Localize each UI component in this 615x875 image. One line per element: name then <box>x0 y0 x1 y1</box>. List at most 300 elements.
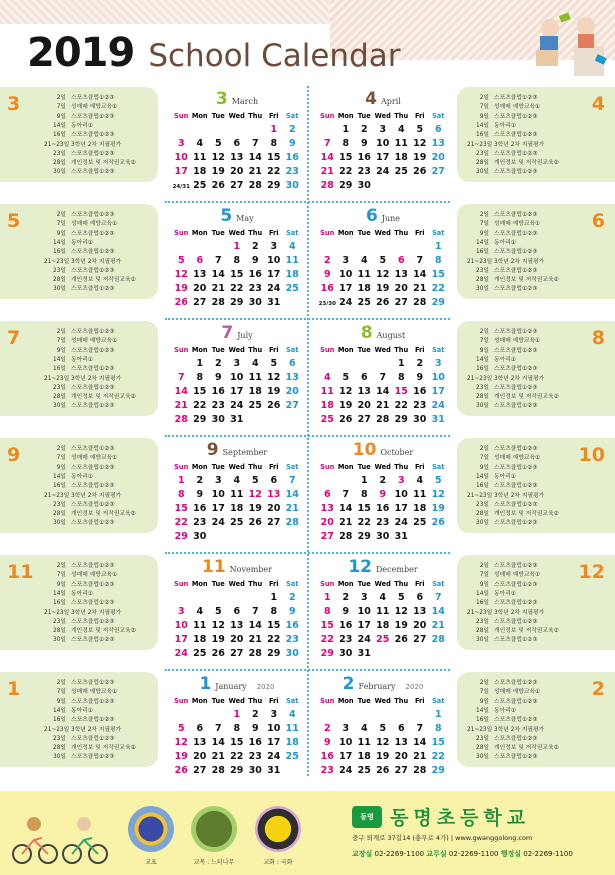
day-grid <box>318 239 448 309</box>
calendar-day: 8 <box>270 137 278 149</box>
month-calendar <box>172 89 302 192</box>
event-text: 스포츠클럽①②③ <box>71 384 115 391</box>
event-item <box>467 494 544 500</box>
calendar-day: 22 <box>267 633 281 645</box>
event-date: 30일 <box>476 754 489 761</box>
calendar-day: 13 <box>285 371 299 383</box>
calendar-day: 8 <box>233 722 241 734</box>
calendar-day: 30 <box>357 179 371 191</box>
calendar-day: 29 <box>193 413 207 425</box>
calendar-day: 30 <box>413 413 427 425</box>
calendar-day: 19 <box>413 151 427 163</box>
event-text: 스포츠클럽①②③ <box>71 286 115 293</box>
calendar-day: 8 <box>342 137 350 149</box>
weekday-label: Sun <box>174 345 189 354</box>
month-number: 3 <box>7 93 21 115</box>
month-calendar <box>172 206 302 309</box>
calendar-day: 4 <box>323 371 331 383</box>
calendar-day: 9 <box>342 605 350 617</box>
calendar-day: 6 <box>233 137 241 149</box>
event-date: 30일 <box>53 520 66 527</box>
event-date: 14일 <box>53 473 66 480</box>
event-date: 2일 <box>56 680 66 686</box>
weekday-label: Wed <box>374 345 391 354</box>
event-date: 14일 <box>476 707 489 714</box>
weekday-label: Tue <box>211 345 225 354</box>
calendar-day: 20 <box>320 516 334 528</box>
event-date: 21~23일 <box>44 609 70 616</box>
calendar-day: 10 <box>211 488 225 500</box>
calendar-day: 4 <box>360 254 368 266</box>
month-name: August <box>376 331 406 340</box>
calendar-day: 13 <box>230 151 244 163</box>
weekday-header <box>172 460 302 473</box>
calendar-day: 26 <box>267 399 281 411</box>
calendar-day: 17 <box>211 502 225 514</box>
month-header <box>172 89 302 109</box>
month-events-panel <box>0 204 158 299</box>
event-date: 30일 <box>53 286 66 293</box>
month-number: 7 <box>7 327 21 349</box>
month-header <box>172 674 302 694</box>
weekday-label: Thu <box>248 462 263 471</box>
calendar-day: 27 <box>267 516 281 528</box>
calendar-day: 25 <box>193 179 207 191</box>
calendar-day: 17 <box>230 385 244 397</box>
event-item <box>467 143 544 149</box>
month-header <box>318 89 448 109</box>
month-events-panel <box>0 555 158 650</box>
month-number: 7 <box>221 323 234 343</box>
calendar-day: 23 <box>357 165 371 177</box>
weekday-label: Thu <box>248 228 263 237</box>
calendar-day: 9 <box>251 722 259 734</box>
calendar-day: 6 <box>416 591 424 603</box>
event-text: 동아리① <box>71 239 93 246</box>
event-item <box>44 494 121 500</box>
event-text: 스포츠클럽①②③ <box>71 403 115 410</box>
event-date: 30일 <box>53 169 66 176</box>
event-item <box>44 564 115 570</box>
event-text: 스포츠클럽①②③ <box>71 267 115 274</box>
event-item <box>44 152 115 158</box>
calendar-day: 15 <box>174 502 188 514</box>
calendar-day: 26 <box>174 764 188 776</box>
calendar-day: 2 <box>196 474 204 486</box>
calendar-day: 18 <box>193 165 207 177</box>
calendar-day: 9 <box>379 488 387 500</box>
calendar-day: 28 <box>211 764 225 776</box>
calendar-day: 23 <box>413 399 427 411</box>
calendar-day: 23 <box>248 282 262 294</box>
event-item <box>44 358 93 364</box>
calendar-day: 7 <box>379 371 387 383</box>
calendar-day: 12 <box>248 488 262 500</box>
calendar-day: 28 <box>413 296 427 308</box>
calendar-day: 16 <box>339 619 353 631</box>
calendar-day: 1 <box>323 591 331 603</box>
calendar-day: 8 <box>360 488 368 500</box>
calendar-day: 4 <box>196 605 204 617</box>
calendar-day: 17 <box>339 282 353 294</box>
weekday-label: Tue <box>211 111 225 120</box>
event-date: 21~23일 <box>44 492 70 499</box>
calendar-day: 1 <box>360 474 368 486</box>
weekday-label: Tue <box>211 462 225 471</box>
event-date: 21~23일 <box>467 726 493 733</box>
calendar-day: 18 <box>376 619 390 631</box>
calendar-day: 4 <box>288 240 296 252</box>
row-separator <box>165 552 450 554</box>
calendar-day: 7 <box>342 488 350 500</box>
calendar-day: 8 <box>434 254 442 266</box>
row-separator <box>165 201 450 203</box>
weekday-label: Sun <box>320 579 335 588</box>
calendar-day: 31 <box>431 413 445 425</box>
weekday-label: Fri <box>414 228 425 237</box>
event-item <box>44 746 136 752</box>
calendar-day: 10 <box>376 137 390 149</box>
calendar-day: 8 <box>323 605 331 617</box>
event-text: 3학년 2차 지필평가 <box>494 609 545 616</box>
event-item <box>44 503 115 509</box>
calendar-day: 20 <box>193 282 207 294</box>
event-item <box>467 573 540 579</box>
event-date: 23일 <box>53 501 66 508</box>
month-number: 8 <box>360 323 373 343</box>
calendar-day: 26 <box>339 413 353 425</box>
calendar-day: 7 <box>416 722 424 734</box>
event-text: 스포츠클럽①②③ <box>494 249 538 256</box>
weekday-label: Fri <box>414 345 425 354</box>
event-item <box>44 583 115 589</box>
event-date: 9일 <box>479 230 489 237</box>
month-header <box>318 440 448 460</box>
event-item <box>467 512 559 518</box>
calendar-day: 6 <box>288 357 296 369</box>
event-item <box>44 105 117 111</box>
event-text: 스포츠클럽①②③ <box>494 464 538 471</box>
calendar-day: 14 <box>211 268 225 280</box>
event-item <box>44 213 115 219</box>
event-item <box>467 241 516 247</box>
weekday-label: Sun <box>320 228 335 237</box>
calendar-day: 20 <box>230 165 244 177</box>
event-item <box>467 521 538 527</box>
weekday-label: Thu <box>248 696 263 705</box>
calendar-day: 5 <box>251 474 259 486</box>
event-date: 23일 <box>53 618 66 625</box>
calendar-day: 28 <box>413 764 427 776</box>
calendar-day: 23 <box>211 399 225 411</box>
event-item <box>467 232 538 238</box>
weekday-header <box>318 694 448 707</box>
event-date: 30일 <box>476 520 489 527</box>
calendar-day: 7 <box>323 137 331 149</box>
event-date: 2일 <box>56 563 66 569</box>
event-text: 스포츠클럽①②③ <box>71 150 115 157</box>
tree-caption: 교목 : 느티나무 <box>193 859 235 866</box>
month-calendar <box>318 674 448 777</box>
weekday-header <box>318 226 448 239</box>
calendar-day: 3 <box>342 722 350 734</box>
calendar-day: 30 <box>211 413 225 425</box>
event-item <box>44 170 115 176</box>
event-date: 14일 <box>476 473 489 480</box>
event-text: 3학년 2차 지필평가 <box>71 492 122 499</box>
calendar-day: 21 <box>320 165 334 177</box>
calendar-day: 12 <box>267 371 281 383</box>
month-number: 9 <box>7 444 21 466</box>
event-text: 스포츠클럽①②③ <box>71 735 115 742</box>
event-item <box>44 737 115 743</box>
calendar-day: 19 <box>267 385 281 397</box>
weekday-label: Sun <box>320 462 335 471</box>
weekday-label: Fri <box>414 579 425 588</box>
event-text: 개인정보 및 저작권교육② <box>494 628 559 635</box>
calendar-day: 20 <box>230 633 244 645</box>
event-date: 16일 <box>476 717 489 724</box>
calendar-day: 11 <box>248 371 262 383</box>
calendar-day: 27 <box>413 633 427 645</box>
calendar-day: 13 <box>394 268 408 280</box>
calendar-day-overflow: 24/31 <box>172 183 190 190</box>
event-text: 스포츠클럽①②③ <box>494 230 538 237</box>
calendar-day: 1 <box>233 708 241 720</box>
row-separator <box>165 435 450 437</box>
calendar-day: 25 <box>230 516 244 528</box>
event-item <box>44 521 115 527</box>
event-date: 2일 <box>56 446 66 452</box>
weekday-label: Mon <box>191 579 208 588</box>
row-separator <box>165 669 450 671</box>
calendar-day: 14 <box>285 488 299 500</box>
flower-emblem-icon <box>255 806 301 852</box>
calendar-day: 16 <box>413 385 427 397</box>
month-name: April <box>381 97 401 106</box>
calendar-day: 6 <box>323 488 331 500</box>
event-text: 3학년 2차 지필평가 <box>71 375 122 382</box>
calendar-day: 8 <box>233 254 241 266</box>
event-item <box>467 620 538 626</box>
event-item <box>44 330 115 336</box>
calendar-day: 21 <box>376 399 390 411</box>
weekday-label: Sat <box>432 696 445 705</box>
event-item <box>467 115 538 121</box>
calendar-day: 1 <box>342 123 350 135</box>
calendar-day: 11 <box>357 268 371 280</box>
calendar-day: 22 <box>431 282 445 294</box>
calendar-day: 24 <box>394 516 408 528</box>
event-item <box>44 718 115 724</box>
event-item <box>44 456 117 462</box>
school-phones <box>352 849 573 859</box>
month-events-panel <box>0 672 158 767</box>
weekday-label: Wed <box>228 345 245 354</box>
calendar-day: 29 <box>339 179 353 191</box>
event-date: 28일 <box>476 511 489 518</box>
weekday-label: Tue <box>357 345 371 354</box>
calendar-day: 29 <box>230 296 244 308</box>
event-text: 3학년 2차 지필평가 <box>71 258 122 265</box>
calendar-day: 23 <box>320 764 334 776</box>
event-date: 14일 <box>476 590 489 597</box>
month-calendar <box>172 440 302 543</box>
event-item <box>44 115 115 121</box>
day-grid <box>318 356 448 426</box>
calendar-day: 1 <box>270 591 278 603</box>
calendar-day: 20 <box>394 750 408 762</box>
event-text: 성매매 예방교육① <box>71 338 118 345</box>
calendar-day: 27 <box>394 296 408 308</box>
weekday-label: Thu <box>248 345 263 354</box>
weekday-label: Fri <box>268 345 279 354</box>
calendar-day: 5 <box>379 722 387 734</box>
event-date: 16일 <box>476 249 489 256</box>
calendar-day: 5 <box>214 605 222 617</box>
calendar-day: 13 <box>320 502 334 514</box>
event-date: 23일 <box>476 735 489 742</box>
calendar-day: 15 <box>193 385 207 397</box>
event-text: 스포츠클럽①②③ <box>494 286 538 293</box>
event-item <box>44 367 115 373</box>
event-item <box>44 404 115 410</box>
page-title <box>27 30 401 80</box>
calendar-day: 5 <box>434 474 442 486</box>
calendar-day: 9 <box>288 137 296 149</box>
calendar-day: 2 <box>288 123 296 135</box>
event-item <box>44 755 115 761</box>
event-date: 16일 <box>53 600 66 607</box>
calendar-day: 25 <box>248 399 262 411</box>
calendar-day: 28 <box>285 516 299 528</box>
calendar-day: 20 <box>193 750 207 762</box>
calendar-day: 30 <box>248 296 262 308</box>
event-item <box>44 512 136 518</box>
event-text: 스포츠클럽①②③ <box>71 249 115 256</box>
calendar-day: 26 <box>376 764 390 776</box>
event-date: 14일 <box>53 239 66 246</box>
event-text: 성매매 예방교육① <box>494 572 541 579</box>
month-events-panel <box>457 87 615 182</box>
month-number: 2 <box>591 678 605 700</box>
event-text: 3학년 2차 지필평가 <box>494 258 545 265</box>
event-item <box>467 592 516 598</box>
month-name: September <box>222 448 268 457</box>
event-text: 스포츠클럽①②③ <box>494 347 538 354</box>
month-events-panel <box>0 321 158 416</box>
weekday-label: Fri <box>414 111 425 120</box>
calendar-day: 4 <box>251 357 259 369</box>
calendar-day: 9 <box>323 736 331 748</box>
calendar-day: 28 <box>211 296 225 308</box>
calendar-day: 6 <box>196 722 204 734</box>
calendar-day: 23 <box>339 633 353 645</box>
calendar-day: 13 <box>394 736 408 748</box>
month-header <box>318 674 448 694</box>
calendar-day: 10 <box>357 605 371 617</box>
event-date: 30일 <box>476 637 489 644</box>
calendar-day: 17 <box>267 736 281 748</box>
calendar-day: 29 <box>230 764 244 776</box>
calendar-day: 9 <box>196 488 204 500</box>
calendar-day: 18 <box>394 151 408 163</box>
calendar-day: 18 <box>413 502 427 514</box>
event-date: 9일 <box>56 464 66 471</box>
calendar-day: 1 <box>434 708 442 720</box>
calendar-day: 10 <box>230 371 244 383</box>
month-number: 5 <box>220 206 233 226</box>
event-text: 스포츠클럽①②③ <box>71 95 115 101</box>
event-item <box>44 386 115 392</box>
event-text: 스포츠클럽①②③ <box>494 735 538 742</box>
event-item <box>467 475 516 481</box>
calendar-day: 19 <box>174 750 188 762</box>
calendar-day: 11 <box>193 151 207 163</box>
event-item <box>467 339 540 345</box>
event-item <box>44 161 136 167</box>
event-item <box>44 620 115 626</box>
calendar-day: 8 <box>177 488 185 500</box>
event-item <box>467 690 540 696</box>
weekday-label: Thu <box>394 462 409 471</box>
event-text: 스포츠클럽①②③ <box>71 169 115 176</box>
month-name: February <box>358 682 396 691</box>
calendar-day: 29 <box>174 530 188 542</box>
month-name: June <box>381 214 401 223</box>
event-text: 동아리① <box>71 473 93 480</box>
calendar-day: 19 <box>174 282 188 294</box>
event-date: 16일 <box>476 366 489 373</box>
event-text: 동아리① <box>494 122 516 129</box>
calendar-day: 15 <box>394 385 408 397</box>
event-text: 성매매 예방교육① <box>71 104 118 111</box>
calendar-day: 17 <box>339 750 353 762</box>
weekday-label: Tue <box>357 579 371 588</box>
month-header <box>172 206 302 226</box>
event-text: 스포츠클럽①②③ <box>494 637 538 644</box>
month-name: March <box>231 97 259 106</box>
calendar-day: 4 <box>360 722 368 734</box>
calendar-day: 18 <box>248 385 262 397</box>
event-item <box>44 681 115 687</box>
weekday-label: Wed <box>374 579 391 588</box>
calendar-day: 31 <box>230 413 244 425</box>
calendar-day: 9 <box>214 371 222 383</box>
weekday-label: Sat <box>286 579 299 588</box>
event-item <box>467 629 559 635</box>
calendar-day: 22 <box>230 282 244 294</box>
event-text: 스포츠클럽①②③ <box>71 366 115 373</box>
event-text: 스포츠클럽①②③ <box>71 680 115 686</box>
calendar-day: 3 <box>434 357 442 369</box>
event-date: 28일 <box>53 628 66 635</box>
calendar-day: 1 <box>196 357 204 369</box>
event-text: 스포츠클럽①②③ <box>71 581 115 588</box>
event-date: 7일 <box>56 689 66 696</box>
weekday-label: Thu <box>394 696 409 705</box>
calendar-day: 24 <box>267 750 281 762</box>
month-number: 9 <box>206 440 219 460</box>
calendar-day: 16 <box>193 502 207 514</box>
weekday-label: Tue <box>357 462 371 471</box>
event-item <box>467 250 538 256</box>
event-text: 스포츠클럽①②③ <box>494 754 538 761</box>
calendar-day: 7 <box>177 371 185 383</box>
month-calendar <box>318 323 448 426</box>
event-item <box>44 250 115 256</box>
weekday-label: Sat <box>286 111 299 120</box>
